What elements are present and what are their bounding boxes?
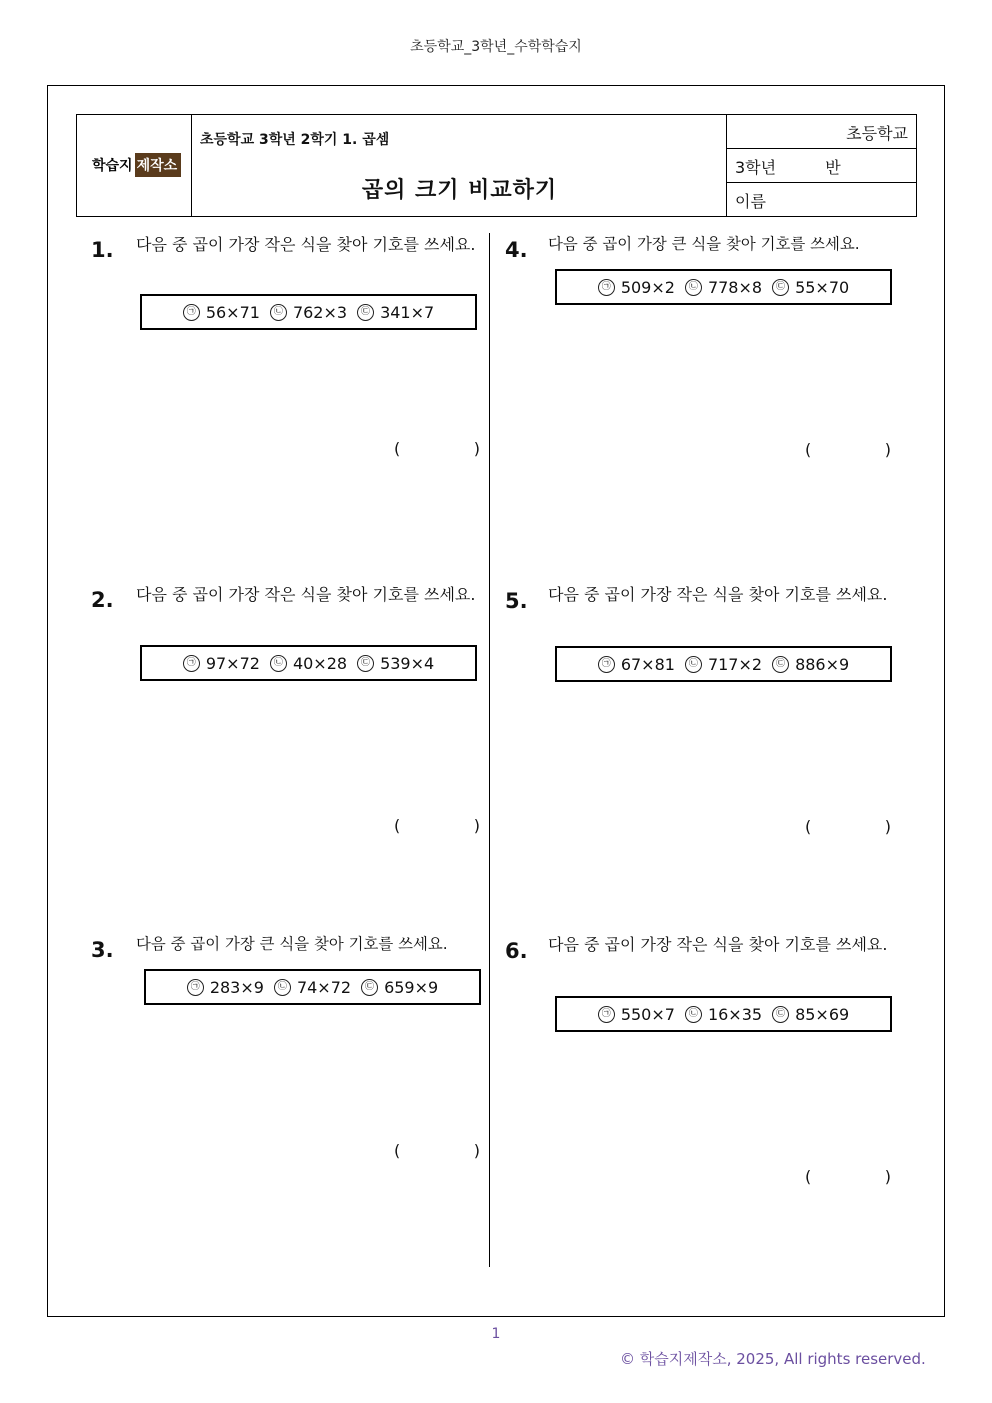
option-c: 341×7 — [380, 302, 435, 322]
header-table — [76, 114, 917, 217]
question-5-number: 5. — [505, 589, 528, 613]
paren-close: ) — [884, 440, 891, 459]
marker-b-icon: ㉡ — [270, 304, 287, 321]
option-a: 97×72 — [205, 653, 260, 673]
option-b: 717×2 — [707, 654, 763, 674]
marker-a-icon: ㉠ — [598, 656, 615, 673]
logo — [90, 153, 181, 177]
marker-b-icon: ㉡ — [274, 979, 291, 996]
marker-a-icon: ㉠ — [183, 655, 200, 672]
name-field: 이름 — [735, 192, 766, 211]
option-b: 74×72 — [296, 977, 352, 997]
marker-b-icon: ㉡ — [685, 1006, 702, 1023]
option-c: 55×70 — [795, 277, 850, 297]
question-3-number: 3. — [91, 938, 114, 962]
option-b: 16×35 — [707, 1004, 763, 1024]
option-b: 40×28 — [292, 653, 348, 673]
logo-cell — [77, 115, 192, 216]
paren-open: ( — [394, 1141, 401, 1160]
marker-c-icon: ㉢ — [772, 656, 789, 673]
copyright-notice: © 학습지제작소, 2025, All rights reserved. — [620, 1350, 926, 1368]
paren-open: ( — [805, 817, 812, 836]
paren-open: ( — [394, 816, 401, 835]
paren-close: ) — [473, 816, 480, 835]
option-a: 509×2 — [620, 277, 675, 297]
marker-c-icon: ㉢ — [772, 279, 789, 296]
marker-a-icon: ㉠ — [598, 279, 615, 296]
option-a: 67×81 — [620, 654, 675, 674]
question-6-options — [555, 996, 892, 1032]
marker-c-icon: ㉢ — [357, 304, 374, 321]
question-4-answer-blank[interactable] — [805, 440, 891, 459]
question-2-text: 다음 중 곱이 가장 작은 식을 찾아 기호를 쓰세요. — [136, 585, 476, 604]
question-1-number: 1. — [91, 238, 114, 262]
class-label: 반 — [825, 158, 841, 177]
paren-close: ) — [473, 1141, 480, 1160]
marker-c-icon: ㉢ — [772, 1006, 789, 1023]
option-a: 56×71 — [205, 302, 260, 322]
grade-label: 3학년 — [735, 158, 777, 177]
question-3-answer-blank[interactable] — [394, 1141, 480, 1160]
marker-a-icon: ㉠ — [598, 1006, 615, 1023]
question-1-answer-blank[interactable] — [394, 439, 480, 458]
logo-part2: 제작소 — [135, 153, 182, 177]
option-c: 85×69 — [795, 1004, 850, 1024]
question-3-text: 다음 중 곱이 가장 큰 식을 찾아 기호를 쓰세요. — [136, 935, 448, 953]
question-1-text: 다음 중 곱이 가장 작은 식을 찾아 기호를 쓰세요. — [136, 235, 476, 254]
question-3-options — [144, 969, 481, 1005]
question-6-number: 6. — [505, 939, 528, 963]
marker-b-icon: ㉡ — [685, 279, 702, 296]
column-divider — [489, 233, 490, 1267]
page-header: 초등학교_3학년_수학학습지 — [410, 39, 582, 55]
marker-a-icon: ㉠ — [183, 304, 200, 321]
option-b: 762×3 — [292, 302, 348, 322]
school-field: 초등학교 — [727, 115, 916, 149]
marker-c-icon: ㉢ — [357, 655, 374, 672]
marker-b-icon: ㉡ — [685, 656, 702, 673]
question-2-number: 2. — [91, 588, 114, 612]
paren-open: ( — [805, 1167, 812, 1186]
marker-c-icon: ㉢ — [361, 979, 378, 996]
question-5-options — [555, 646, 892, 682]
student-info — [727, 115, 916, 216]
paren-close: ) — [473, 439, 480, 458]
worksheet-title: 곱의 크기 비교하기 — [361, 178, 558, 203]
question-4-options — [555, 269, 892, 305]
paren-open: ( — [394, 439, 401, 458]
question-2-answer-blank[interactable] — [394, 816, 480, 835]
question-5-answer-blank[interactable] — [805, 817, 891, 836]
question-4-text: 다음 중 곱이 가장 큰 식을 찾아 기호를 쓰세요. — [548, 235, 860, 253]
option-c: 659×9 — [384, 977, 439, 997]
question-1-options — [140, 294, 477, 330]
title-cell — [192, 115, 727, 216]
marker-a-icon: ㉠ — [187, 979, 204, 996]
logo-part1: 학습지 — [90, 153, 135, 177]
worksheet-subtitle: 초등학교 3학년 2학기 1. 곱셈 — [200, 132, 390, 148]
question-6-answer-blank[interactable] — [805, 1167, 891, 1186]
question-5-text: 다음 중 곱이 가장 작은 식을 찾아 기호를 쓰세요. — [548, 585, 888, 604]
option-a: 283×9 — [209, 977, 264, 997]
question-6-text: 다음 중 곱이 가장 작은 식을 찾아 기호를 쓰세요. — [548, 935, 888, 954]
grade-class-field — [727, 149, 916, 183]
option-c: 539×4 — [380, 653, 435, 673]
paren-close: ) — [884, 817, 891, 836]
option-b: 778×8 — [707, 277, 763, 297]
option-c: 886×9 — [795, 654, 850, 674]
paren-open: ( — [805, 440, 812, 459]
option-a: 550×7 — [620, 1004, 675, 1024]
page-number: 1 — [491, 1326, 501, 1342]
marker-b-icon: ㉡ — [270, 655, 287, 672]
question-2-options — [140, 645, 477, 681]
question-4-number: 4. — [505, 238, 528, 262]
paren-close: ) — [884, 1167, 891, 1186]
